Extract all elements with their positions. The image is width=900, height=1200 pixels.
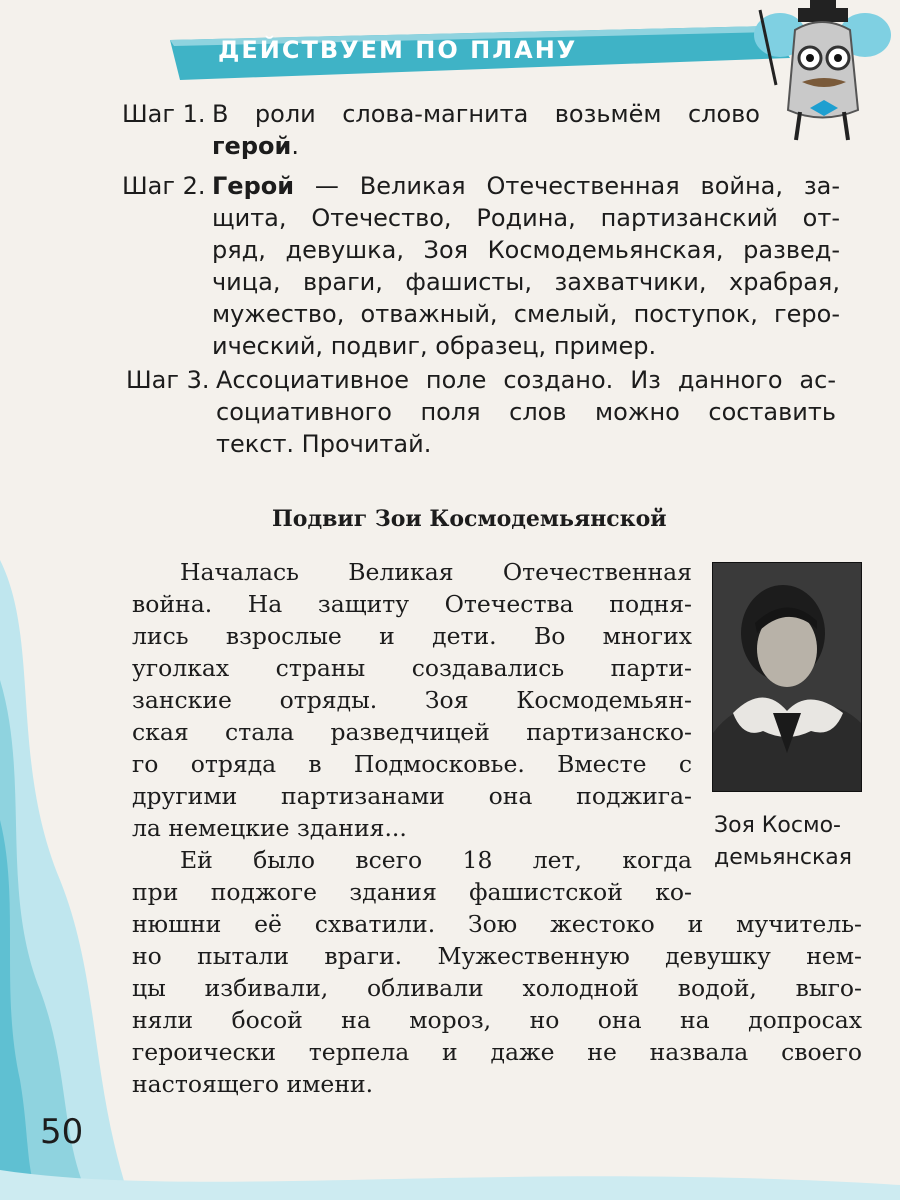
step-1-label: Шаг 1.: [122, 100, 206, 128]
step-2-line: чица, враги, фашисты, захватчики, храбрая,: [212, 268, 840, 296]
story-line: при поджоге здания фашистской ко-: [132, 878, 692, 906]
step-2-line: мужество, отважный, смелый, поступок, геро-: [212, 300, 840, 328]
story-line: нюшни её схватили. Зою жестоко и мучитель-: [132, 910, 862, 938]
decorative-waves: [0, 560, 150, 1200]
step-2-line: ический, подвиг, образец, пример.: [212, 332, 657, 360]
portrait-photo: [712, 562, 862, 792]
story-title: Подвиг Зои Космодемьянской: [272, 506, 667, 532]
story-line: го отряда в Подмосковье. Вместе с: [132, 750, 692, 778]
step-1-line: В роли слова-магнита возьмём слово: [212, 100, 760, 128]
story-line: Началась Великая Отечественная: [180, 558, 692, 586]
step-2-line: Герой — Великая Отечественная война, за-: [212, 172, 840, 200]
page-number: 50: [40, 1112, 84, 1152]
portrait-image: [713, 563, 861, 791]
section-title: ДЕЙСТВУЕМ ПО ПЛАНУ: [218, 36, 578, 64]
story-line: занские отряды. Зоя Космодемьян-: [132, 686, 692, 714]
story-line: но пытали враги. Мужественную девушку нем-: [132, 942, 862, 970]
story-line: война. На защиту Отечества подня-: [132, 590, 692, 618]
photo-caption: [714, 810, 874, 874]
bottom-wave-decoration: [0, 1160, 900, 1200]
step-1-line: герой.: [212, 132, 299, 160]
step-3-line: социативного поля слов можно составить: [216, 398, 836, 426]
story-line: уголках страны создавались парти-: [132, 654, 692, 682]
step-3-line: текст. Прочитай.: [216, 430, 432, 458]
caption-line: демьянская: [714, 845, 853, 870]
story-line: цы избивали, обливали холодной водой, выго-: [132, 974, 862, 1002]
story-line: няли босой на мороз, но она на допросах: [132, 1006, 862, 1034]
story-line: другими партизанами она поджига-: [132, 782, 692, 810]
story-line: настоящего имени.: [132, 1070, 374, 1098]
step-2-line: щита, Отечество, Родина, партизанский от-: [212, 204, 840, 232]
step-2-line: ряд, девушка, Зоя Космодемьянская, развед-: [212, 236, 840, 264]
professor-mascot-icon: [740, 0, 900, 150]
caption-line: Зоя Космо-: [714, 813, 841, 838]
step-3-label: Шаг 3.: [126, 366, 210, 394]
story-line: ская стала разведчицей партизанско-: [132, 718, 692, 746]
step-2-label: Шаг 2.: [122, 172, 206, 200]
story-line: ла немецкие здания...: [132, 814, 407, 842]
story-line: Ей было всего 18 лет, когда: [180, 846, 692, 874]
step-3-line: Ассоциативное поле создано. Из данного ас-: [216, 366, 836, 394]
story-line: лись взрослые и дети. Во многих: [132, 622, 692, 650]
story-line: героически терпела и даже не назвала своего: [132, 1038, 862, 1066]
